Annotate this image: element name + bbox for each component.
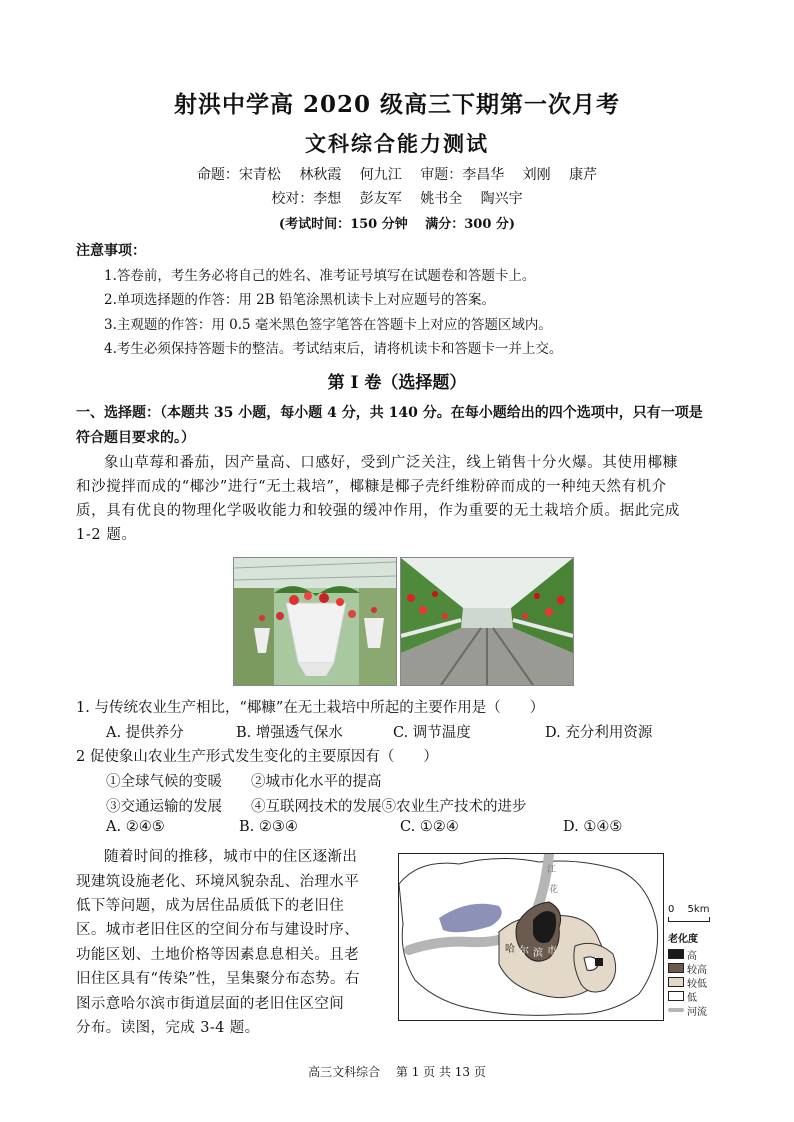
q1-option-a: A. 提供养分 [106,725,184,741]
map-city-label: 尔 [519,946,529,957]
q2-option-d: D. ①④⑤ [563,819,623,835]
legend-item-fairly-low: 较低 [668,975,738,989]
passage2-line: 旧住区具有“传染”性，呈集聚分布态势。右 [76,971,360,987]
passage2-line: 图示意哈尔滨市街道层面的老旧住区空间 [76,996,345,1012]
q2-statement-line: ①全球气候的变暖 ②城市化水平的提高 [106,774,382,790]
harbin-map [398,853,664,1021]
passage1-line: 象山草莓和番茄，因产量高、口感好，受到广泛关注，线上销售十分火爆。其使用椰糠 [104,455,678,471]
exam-info: (考试时间：150 分钟 满分：300 分) [278,217,516,232]
passage1-line: 质，具有优良的物理化学吸收能力和较强的缓冲作用，作为重要的无土栽培介质。据此完成 [76,503,680,519]
note-item: 1.答卷前，考生务必将自己的姓名、准考证号填写在试题卷和答题卡上。 [104,268,536,284]
section-instruction: 符合题目要求的。） [76,430,195,446]
map-legend [668,900,738,1017]
q2-option-b: B. ②③④ [239,819,298,835]
passage1-line: 和沙搅拌而成的“椰沙”进行“无土栽培”，椰糠是椰子壳纤维粉碎而成的一种纯天然有机介 [76,479,667,495]
legend-item-high: 高 [668,947,738,961]
passage2-line: 功能区划、土地价格等因素息息相关。且老 [76,947,360,963]
section-instruction: 一、选择题：（本题共 35 小题，每小题 4 分，共 140 分。在每小题给出的四个选项中，只有一项是 [76,405,703,421]
authors-line: 命题：宋青松 林秋霞 何九江 审题：李昌华 刘刚 康芹 [196,167,598,183]
scale-bar-label: 0 5km [668,904,710,915]
q2-statement-line: ③交通运输的发展 ④互联网技术的发展⑤农业生产技术的进步 [106,799,527,815]
strawberry-photo [233,557,397,686]
map-river-label: 江 [547,865,557,875]
scale-bar [668,917,710,922]
map-city-label: 哈 [505,944,515,955]
section-title: 第 I 卷（选择题） [327,373,467,393]
note-item: 2.单项选择题的作答：用 2B 铅笔涂黑机读卡上对应题号的答案。 [104,292,495,308]
passage2-line: 随着时间的推移，城市中的住区逐渐出 [104,849,358,865]
q1-option-d: D. 充分利用资源 [545,725,653,741]
q1-option-b: B. 增强透气保水 [236,725,343,741]
exam-subtitle: 文科综合能力测试 [305,131,489,156]
page-footer: 高三文科综合 第 1 页 共 13 页 [308,1065,486,1079]
map-river-label: 花 [549,885,559,895]
passage2-line: 分布。读图，完成 3-4 题。 [76,1020,260,1036]
exam-title: 射洪中学高 2020 级高三下期第一次月考 [173,91,621,118]
q2-option-c: C. ①②④ [400,819,459,835]
legend-item-fairly-high: 较高 [668,961,738,975]
map-city-label: 市 [547,946,557,957]
notes-heading: 注意事项： [76,243,146,259]
legend-title: 老化度 [668,934,698,945]
question-1-stem: 1. 与传统农业生产相比，“椰糠”在无土栽培中所起的主要作用是（ ） [76,700,545,716]
passage2-line: 现建筑设施老化、环境风貌杂乱、治理水平 [76,874,360,890]
passage2-line: 区。城市老旧住区的空间分布与建设时序、 [76,922,360,938]
legend-item-low: 低 [668,989,738,1003]
passage2-line: 低下等问题，成为居住品质低下的老旧住 [76,898,345,914]
note-item: 4.考生必须保持答题卡的整洁。考试结束后，请将机读卡和答题卡一并上交。 [104,341,563,357]
proof-line: 校对：李想 彭友军 姚书全 陶兴宇 [271,191,523,207]
passage1-line: 1-2 题。 [76,527,137,543]
map-city-label: 滨 [533,948,543,959]
question-2-stem: 2 促使象山农业生产形式发生变化的主要原因有（ ） [76,749,438,765]
tomato-greenhouse-photo [400,557,574,686]
q2-option-a: A. ②④⑤ [106,819,165,835]
note-item: 3.主观题的作答：用 0.5 毫米黑色签字笔答在答题卡上对应的答题区域内。 [104,317,552,333]
q1-option-c: C. 调节温度 [393,725,471,741]
legend-item-river: 河流 [668,1003,738,1017]
